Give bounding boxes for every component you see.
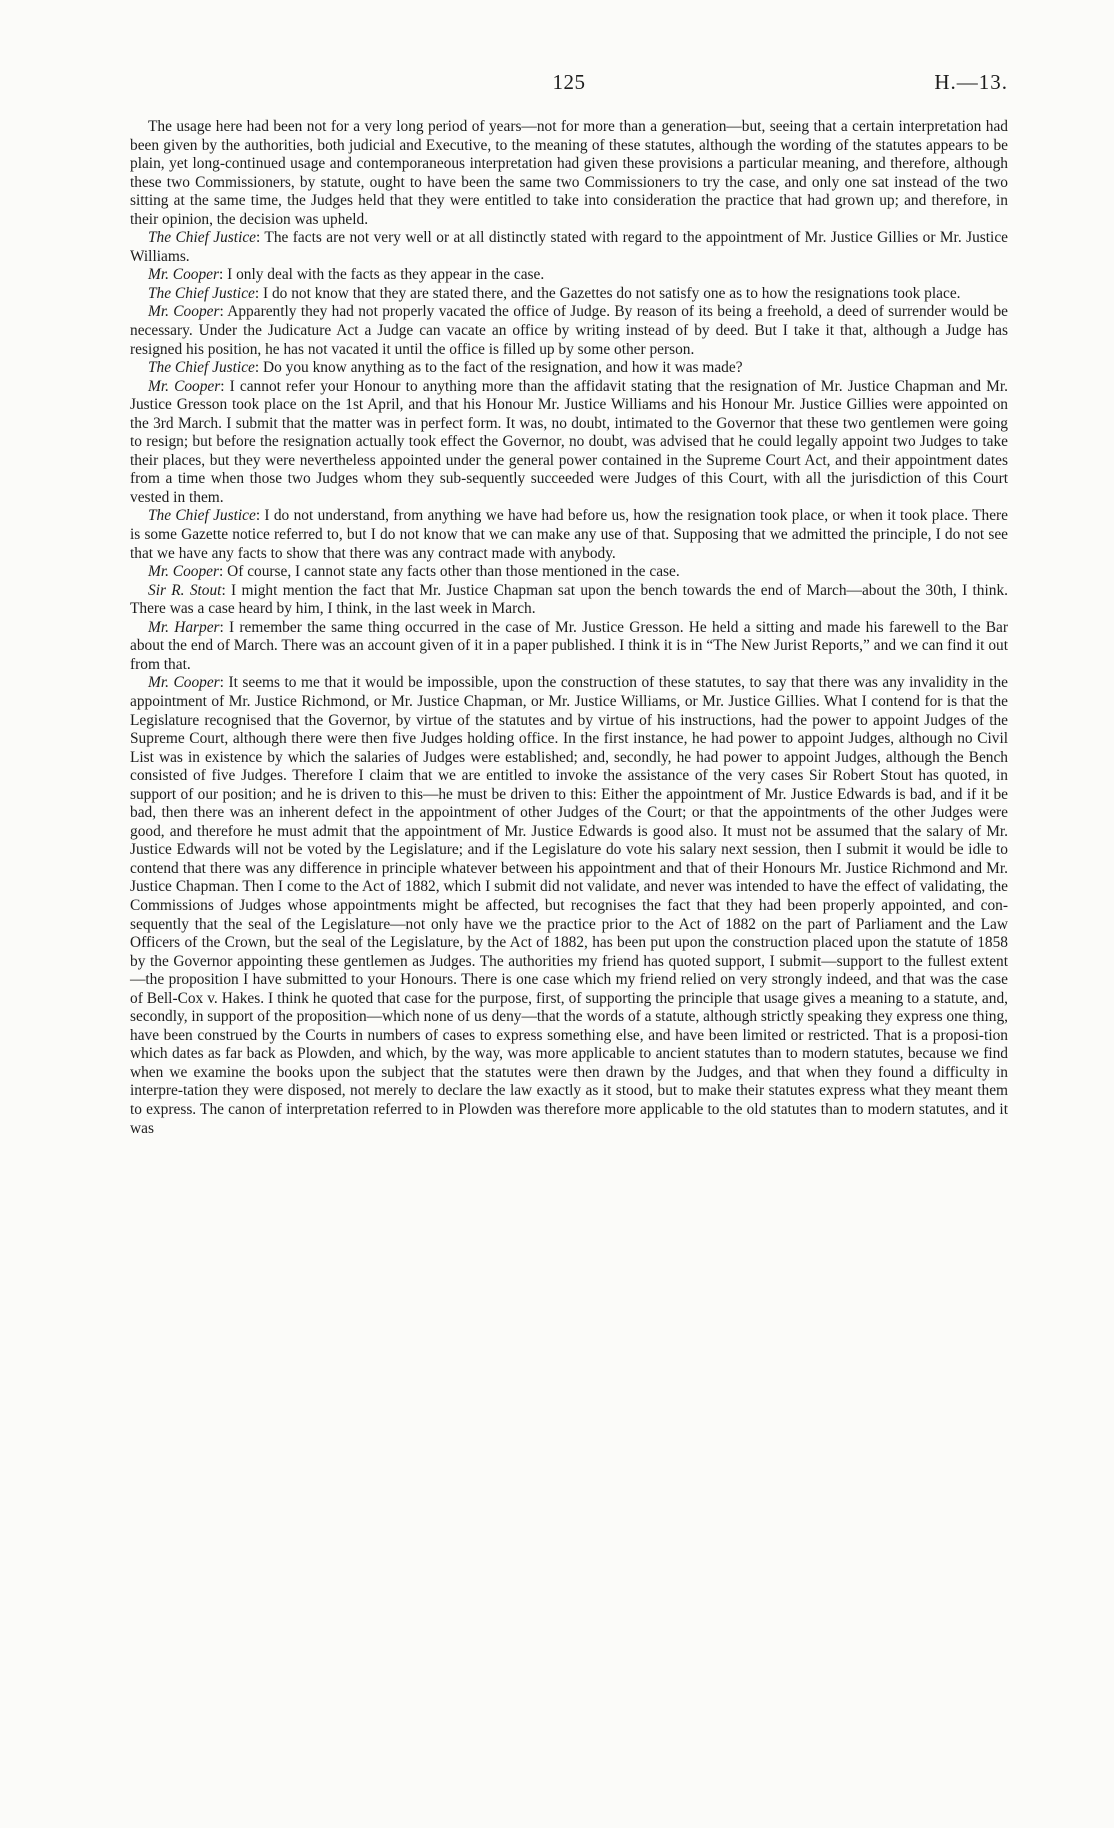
paragraph [130,285,1008,304]
speaker-name: The Chief Justice [148,507,256,525]
paragraph-text: : It seems to me that it would be impossible, upon the construction of these statutes, to say that there was any invalidity in the appointment of Mr. Justice Richmond, or Mr. Justice Chapman, or Mr. Justice Williams, or Mr. Justice Gillies. What I contend for is that the Legislature recognised that the Governor, by virtue of the statutes and by virtue of his instructions, had the power to appoint Judges of the Supreme Court, although there were then five Judges holding office. In the first instance, he had power to appoint Judges, although no Civil List was in existence by which the salaries of Judges were established; and, secondly, he had power to appoint Judges, although the Bench consisted of five Judges. Therefore I claim that we are entitled to invoke the assistance of the very cases Sir Robert Stout has quoted, in support of our position; and he is driven to this—he must be driven to this: Either the appointment of Mr. Justice Edwards is bad, and if it be bad, then there was an inherent defect in the appointment of other Judges of the Court; or that the appointments of the other Judges were good, and therefore he must admit that the appointment of Mr. Justice Edwards is good also. It must not be assumed that the salary of Mr. Justice Edwards will not be voted by the Legislature; and if the Legislature do vote his salary next session, then I submit it would be idle to contend that there was any difference in principle whatever between his appointment and that of their Honours Mr. Justice Richmond and Mr. Justice Chapman. Then I come to the Act of 1882, which I submit did not validate, and never was intended to have the effect of validating, the Commissions of Judges whose appointments might be affected, but recognises the fact that they had been properly appointed, and con-sequently that the seal of the Legislature—not only have we the practice prior to the Act of 1882 on the part of Parliament and the Law Officers of the Crown, but the seal of the Legislature, by the Act of 1882, has been put upon the construction placed upon the statute of 1858 by the Governor appointing these gentlemen as Judges. The authorities my friend has quoted support, I submit—support to the fullest extent—the proposition I have submitted to your Honours. There is one case which my friend relied on very strongly indeed, and that was the case of Bell-Cox v. Hakes. I think he quoted that case for the purpose, first, of supporting the principle that usage gives a meaning to a statute, and, secondly, in support of the proposition—which none of us deny—that the words of a statute, although strictly speaking they express one thing, have been construed by the Courts in numbers of cases to express something else, and have been limited or restricted. That is a proposi-tion which dates as far back as Plowden, and which, by the way, was more applicable to ancient statutes than to modern statutes, because we find when we examine the books upon the subject that the statutes were then drawn by the Judges, and that when they found a difficulty in interpre-tation they were disposed, not merely to declare the law exactly as it stood, but to make their statutes express what they meant them to express. The canon of interpretation referred to in Plowden was therefore more applicable to the old statutes than to modern statutes, and it was [130,674,1008,1137]
document-reference: H.—13. [934,70,1008,94]
paragraph-text: : I might mention the fact that Mr. Justice Chapman sat upon the bench towards the end of March—about the 30th, I think. There was a case heard by him, I think, in the last week in March. [130,581,1008,618]
speaker-name: The Chief Justice [148,229,257,247]
paragraph [130,118,1008,229]
speaker-name: Mr. Cooper [148,266,219,284]
page-header [130,70,1008,100]
paragraph-text: : I only deal with the facts as they appear in the case. [218,266,545,284]
page-number: 125 [552,70,586,94]
paragraph-text: : I do not know that they are stated there, and the Gazettes do not satisfy one as to how the resignations took place. [254,284,961,302]
paragraph [130,619,1008,675]
paragraph [130,507,1008,563]
speaker-name: Mr. Cooper [148,377,221,395]
paragraph-text: The usage here had been not for a very long period of years—not for more than a generation—but, seeing that a certain interpretation had been given by the authorities, both judicial and Executive, to the meaning of these statutes, although the wording of the statutes appears to be plain, yet long-continued usage and contemporaneous interpretation had given these provisions a particular meaning, and therefore, although these two Commissioners, by statute, ought to have been the same two Commissioners to try the case, and only one sat instead of the two sitting at the same time, the Judges held that they were entitled to take into consideration the practice that had grown up; and therefore, in their opinion, the decision was upheld. [130,118,1008,228]
paragraph-text: : I cannot refer your Honour to anything more than the affidavit stating that the resignation of Mr. Justice Chapman and Mr. Justice Gresson took place on the 1st April, and that his Honour Mr. Justice Williams and his Honour Mr. Justice Gillies were appointed on the 3rd March. I submit that the matter was in perfect form. It was, no doubt, intimated to the Governor that these two gentlemen were going to resign; but before the resignation actually took effect the Governor, no doubt, was advised that he could legally appoint two Judges to take their places, but they were nevertheless appointed under the general power contained in the Supreme Court Act, and their appointment dates from a time when those two Judges whom they sub-sequently succeeded were Judges of this Court, with all the jurisdiction of this Court vested in them. [130,377,1008,506]
speaker-name: Mr. Harper [148,618,220,636]
speaker-name: Sir R. Stout [148,581,222,599]
paragraph [130,582,1008,619]
paragraph [130,674,1008,1138]
speaker-name: Mr. Cooper [148,303,220,321]
speaker-name: Mr. Cooper [148,563,219,581]
paragraph-text: : Of course, I cannot state any facts other than those mentioned in the case. [218,563,680,581]
paragraph [130,303,1008,359]
paragraph-text: : I remember the same thing occurred in the case of Mr. Justice Gresson. He held a sitting and made his farewell to the Bar about the end of March. There was an account given of it in a paper published. I think it is in “The New Jurist Reports,” and we can find it out from that. [130,618,1008,673]
speaker-name: The Chief Justice [148,284,255,302]
paragraph [130,378,1008,508]
speaker-name: The Chief Justice [148,359,255,377]
paragraph [130,563,1008,582]
paragraph-text: : Apparently they had not properly vacated the office of Judge. By reason of its being a freehold, a deed of surrender would be necessary. Under the Judicature Act a Judge can vacate an office by writing instead of by deed. But I take it that, although a Judge has resigned his position, he has not vacated it until the office is filled up by some other person. [130,303,1008,358]
body-text [130,118,1008,1138]
paragraph [130,229,1008,266]
paragraph-text: : The facts are not very well or at all distinctly stated with regard to the appointment of Mr. Justice Gillies or Mr. Justice Williams. [130,229,1008,265]
paragraph [130,359,1008,378]
paragraph-text: : Do you know anything as to the fact of the resignation, and how it was made? [254,359,743,377]
paragraph [130,266,1008,285]
paragraph-text: : I do not understand, from anything we have had before us, how the resignation took place, or when it took place. There is some Gazette notice referred to, but I do not know that we can make any use of that. Supposing that we admitted the principle, I do not see that we have any facts to show that there was any contract made with anybody. [130,507,1008,562]
speaker-name: Mr. Cooper [148,674,220,692]
